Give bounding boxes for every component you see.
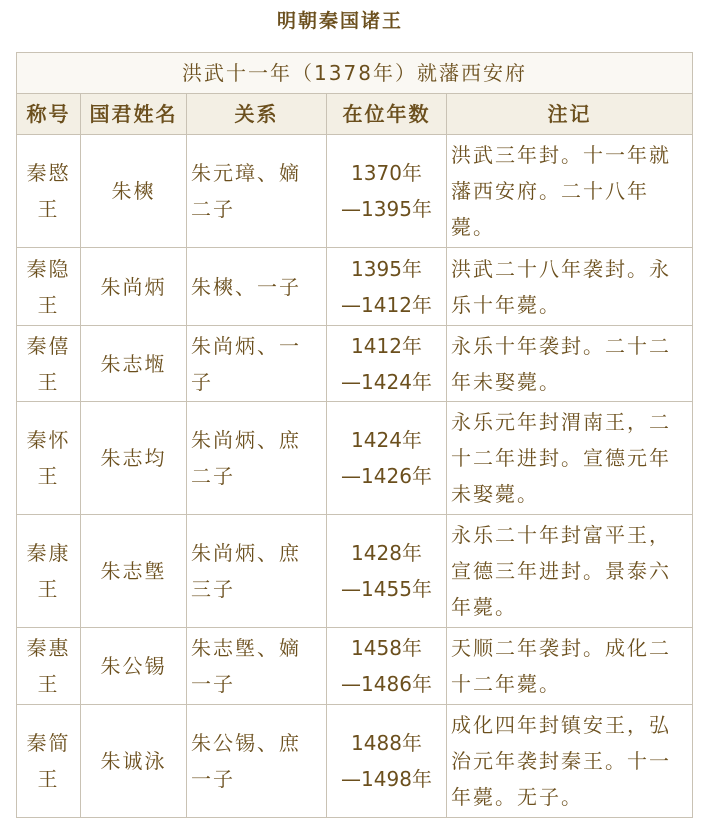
table-row (17, 248, 693, 326)
table-row (17, 326, 693, 402)
table-row (17, 402, 693, 515)
column-header-row (17, 94, 693, 135)
cell-title: 秦隐王 (17, 248, 81, 326)
cell-title: 秦怀王 (17, 402, 81, 515)
cell-note: 洪武三年封。十一年就藩西安府。二十八年薨。 (447, 135, 693, 248)
cell-name: 朱公锡 (81, 628, 187, 705)
table-caption: 明朝秦国诸王 (276, 10, 403, 32)
table-row (17, 705, 693, 818)
cell-relation: 朱尚炳、庶二子 (187, 402, 327, 515)
year-end: —1424年 (341, 369, 432, 394)
year-start: 1395年 (351, 256, 422, 281)
cell-relation: 朱尚炳、庶三子 (187, 515, 327, 628)
column-header-name: 国君姓名 (81, 94, 187, 135)
cell-note: 永乐十年袭封。二十二年未娶薨。 (447, 326, 693, 402)
table-row (17, 135, 693, 248)
table-row (17, 515, 693, 628)
cell-relation: 朱公锡、庶一子 (187, 705, 327, 818)
cell-name: 朱志墍 (81, 515, 187, 628)
sub-header-row (17, 53, 693, 94)
year-end: —1486年 (341, 672, 432, 696)
cell-relation: 朱尚炳、一子 (187, 326, 327, 402)
year-start: 1428年 (351, 541, 422, 565)
cell-title: 秦愍王 (17, 135, 81, 248)
cell-note: 天顺二年袭封。成化二十二年薨。 (447, 628, 693, 705)
table-row (17, 628, 693, 705)
year-start: 1488年 (351, 731, 422, 755)
cell-title: 秦僖王 (17, 326, 81, 402)
cell-note: 洪武二十八年袭封。永乐十年薨。 (447, 248, 693, 326)
year-start: 1458年 (351, 636, 422, 660)
year-start: 1370年 (351, 161, 422, 185)
year-start: 1412年 (351, 333, 422, 358)
year-end: —1395年 (341, 197, 432, 221)
cell-years (327, 326, 447, 402)
cell-years (327, 515, 447, 628)
cell-relation: 朱樉、一子 (187, 248, 327, 326)
column-header-relation: 关系 (187, 94, 327, 135)
cell-years (327, 248, 447, 326)
year-end: —1455年 (341, 577, 432, 601)
column-header-title: 称号 (17, 94, 81, 135)
cell-name: 朱志均 (81, 402, 187, 515)
year-end: —1498年 (341, 767, 432, 791)
year-start: 1424年 (351, 428, 422, 452)
cell-name: 朱尚炳 (81, 248, 187, 326)
column-header-years: 在位年数 (327, 94, 447, 135)
princes-table (16, 52, 693, 818)
cell-note: 成化四年封镇安王，弘治元年袭封秦王。十一年薨。无子。 (447, 705, 693, 818)
cell-note: 永乐元年封渭南王，二十二年进封。宣德元年未娶薨。 (447, 402, 693, 515)
cell-note: 永乐二十年封富平王，宣德三年进封。景泰六年薨。 (447, 515, 693, 628)
cell-name: 朱诚泳 (81, 705, 187, 818)
cell-years (327, 135, 447, 248)
sub-header-cell: 洪武十一年（1378年）就藩西安府 (17, 53, 693, 94)
cell-years (327, 402, 447, 515)
cell-relation: 朱元璋、嫡二子 (187, 135, 327, 248)
cell-title: 秦简王 (17, 705, 81, 818)
cell-name: 朱樉 (81, 135, 187, 248)
cell-name: 朱志堩 (81, 326, 187, 402)
cell-years (327, 628, 447, 705)
year-end: —1426年 (341, 464, 432, 488)
column-header-note: 注记 (447, 94, 693, 135)
cell-years (327, 705, 447, 818)
cell-title: 秦康王 (17, 515, 81, 628)
year-end: —1412年 (341, 292, 432, 317)
cell-title: 秦惠王 (17, 628, 81, 705)
cell-relation: 朱志墍、嫡一子 (187, 628, 327, 705)
